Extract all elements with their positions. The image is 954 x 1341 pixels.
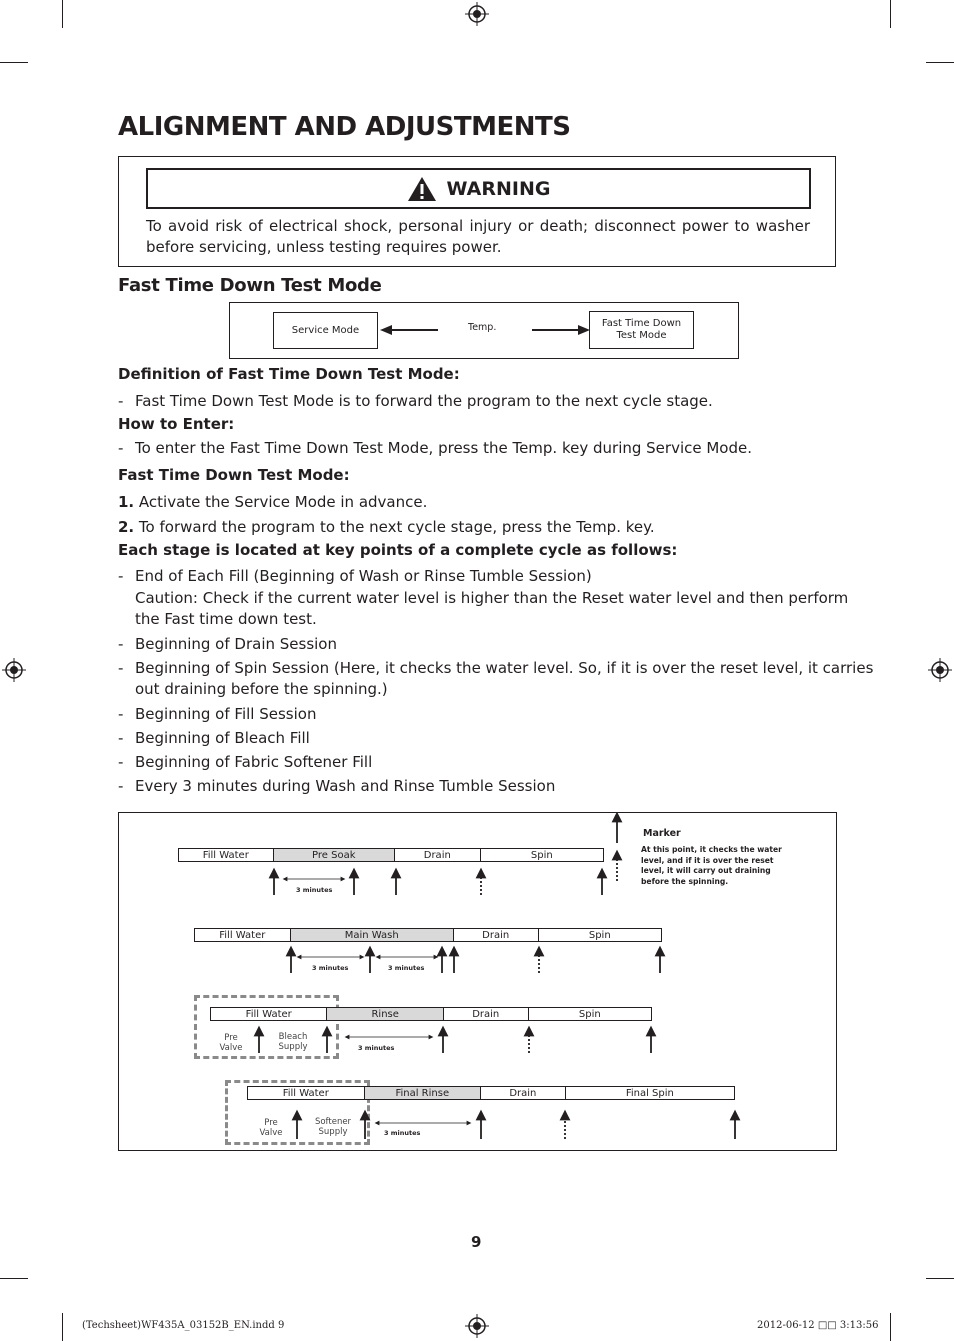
- warning-heading: WARNING: [446, 177, 551, 200]
- three-minutes-label: 3 minutes: [384, 1129, 421, 1137]
- mode-heading: Fast Time Down Test Mode:: [118, 466, 350, 484]
- step-2-text: To forward the program to the next cycle stage, press the Temp. key.: [138, 518, 655, 536]
- step-1-number: 1.: [118, 493, 135, 511]
- segment-spin: Spin: [530, 849, 553, 861]
- dash: -: [118, 439, 124, 457]
- row-3-arrows: [259, 1031, 651, 1053]
- three-minutes-label: 3 minutes: [388, 964, 425, 972]
- marker-note-line4: before the spinning.: [641, 876, 729, 886]
- warning-triangle-icon: [407, 176, 437, 202]
- segment-spin: Spin: [578, 1008, 601, 1020]
- registration-mark-icon: [465, 1314, 489, 1338]
- footer-date: 2012-06-12 □□ 3:13:56: [757, 1320, 879, 1331]
- cycle-timeline-diagram: [118, 812, 837, 1151]
- crop-mark: [890, 1313, 891, 1341]
- step-2: [118, 517, 655, 538]
- three-minutes-label: 3 minutes: [358, 1044, 395, 1052]
- arrow-left-icon: [380, 323, 440, 337]
- crop-mark: [890, 0, 891, 28]
- segment-main-wash: Main Wash: [291, 929, 454, 941]
- stage-item-7: Every 3 minutes during Wash and Rinse Tumble Session: [135, 777, 556, 795]
- stage-item-1-line3: the Fast time down test.: [135, 610, 317, 628]
- valve-label: Valve: [219, 1043, 243, 1053]
- segment-fill-water: Fill Water: [195, 929, 291, 941]
- crop-mark: [926, 1278, 954, 1279]
- stages-heading: Each stage is located at key points of a complete cycle as follows:: [118, 541, 678, 559]
- how-to-enter-item: To enter the Fast Time Down Test Mode, press the Temp. key during Service Mode.: [135, 439, 752, 457]
- segment-spin: Spin: [588, 929, 611, 941]
- dash: -: [118, 659, 124, 677]
- crop-mark: [0, 62, 28, 63]
- dash: -: [118, 635, 124, 653]
- section-title: Fast Time Down Test Mode: [118, 275, 382, 296]
- segment-fill-water: Fill Water: [211, 1008, 327, 1020]
- three-minutes-label: 3 minutes: [312, 964, 349, 972]
- pre-label: Pre: [264, 1118, 278, 1128]
- fast-time-down-label-line1: Fast Time Down: [601, 318, 682, 329]
- segment-fill-water: Fill Water: [248, 1087, 365, 1099]
- crop-mark: [62, 1313, 63, 1341]
- warning-box: [118, 156, 836, 267]
- segment-fill-water: Fill Water: [179, 849, 274, 861]
- marker-note-line2: level, and if it is over the reset: [641, 855, 774, 865]
- step-1: [118, 492, 427, 513]
- stage-item-1-line2: Caution: Check if the current water level is higher than the Reset water level and then perform: [135, 589, 849, 607]
- dash: -: [118, 729, 124, 747]
- segment-drain: Drain: [481, 1087, 566, 1099]
- dash: -: [118, 567, 124, 585]
- bleach-label: Bleach: [278, 1032, 308, 1042]
- stage-item-3-line2: out draining before the spinning.): [135, 680, 388, 698]
- definition-heading: Definition of Fast Time Down Test Mode:: [118, 365, 460, 383]
- supply-label: Supply: [318, 1127, 348, 1137]
- segment-drain: Drain: [444, 1008, 529, 1020]
- arrow-right-icon: [532, 323, 590, 337]
- crop-mark: [0, 1278, 28, 1279]
- fast-time-down-label-line2: Test Mode: [616, 330, 667, 341]
- dash: -: [118, 392, 124, 410]
- page-title: ALIGNMENT AND ADJUSTMENTS: [118, 112, 571, 142]
- stage-item-5: Beginning of Bleach Fill: [135, 729, 310, 747]
- segment-pre-soak: Pre Soak: [274, 849, 395, 861]
- warning-text: To avoid risk of electrical shock, personal injury or death; disconnect power to washer before servicing, unless testing requires power.: [146, 217, 810, 256]
- dash: -: [118, 777, 124, 795]
- step-1-text: Activate the Service Mode in advance.: [138, 493, 428, 511]
- warning-header: [146, 168, 811, 209]
- pre-label: Pre: [224, 1033, 238, 1043]
- marker-legend-note: [641, 845, 782, 887]
- dash: -: [118, 753, 124, 771]
- fast-time-down-box: [589, 311, 694, 349]
- temp-key-label: Temp.: [468, 322, 497, 333]
- page-number: 9: [471, 1233, 482, 1251]
- dash: -: [118, 705, 124, 723]
- registration-mark-icon: [928, 658, 952, 682]
- crop-mark: [62, 0, 63, 28]
- crop-mark: [926, 62, 954, 63]
- stage-item-4: Beginning of Fill Session: [135, 705, 317, 723]
- segment-final-rinse: Final Rinse: [365, 1087, 482, 1099]
- how-to-enter-heading: How to Enter:: [118, 415, 235, 433]
- marker-note-line3: level, it will carry out draining: [641, 866, 771, 875]
- supply-label: Supply: [278, 1042, 308, 1052]
- segment-drain: Drain: [395, 849, 481, 861]
- stage-item-1-line1: End of Each Fill (Beginning of Wash or Rinse Tumble Session): [135, 567, 592, 585]
- softener-label: Softener: [314, 1117, 352, 1127]
- definition-item: Fast Time Down Test Mode is to forward the program to the next cycle stage.: [135, 392, 713, 410]
- segment-final-spin: Final Spin: [625, 1087, 674, 1099]
- row-4-arrows: [297, 1115, 735, 1139]
- three-minutes-label: 3 minutes: [296, 886, 333, 894]
- registration-mark-icon: [465, 2, 489, 26]
- service-mode-label: Service Mode: [291, 324, 360, 336]
- mode-flow-diagram: [229, 302, 739, 359]
- segment-rinse: Rinse: [327, 1008, 443, 1020]
- step-2-number: 2.: [118, 518, 135, 536]
- marker-legend-title: Marker: [643, 828, 681, 839]
- valve-label: Valve: [259, 1128, 283, 1138]
- stage-item-2: Beginning of Drain Session: [135, 635, 337, 653]
- segment-drain: Drain: [454, 929, 539, 941]
- registration-mark-icon: [2, 658, 26, 682]
- stage-item-6: Beginning of Fabric Softener Fill: [135, 753, 373, 771]
- footer-file-info: (Techsheet)WF435A_03152B_EN.indd 9: [82, 1320, 285, 1331]
- stage-item-3-line1: Beginning of Spin Session (Here, it checks the water level. So, if it is over the reset level, it carries: [135, 659, 874, 677]
- marker-note-line1: At this point, it checks the water: [641, 845, 782, 854]
- service-mode-box: [273, 312, 378, 349]
